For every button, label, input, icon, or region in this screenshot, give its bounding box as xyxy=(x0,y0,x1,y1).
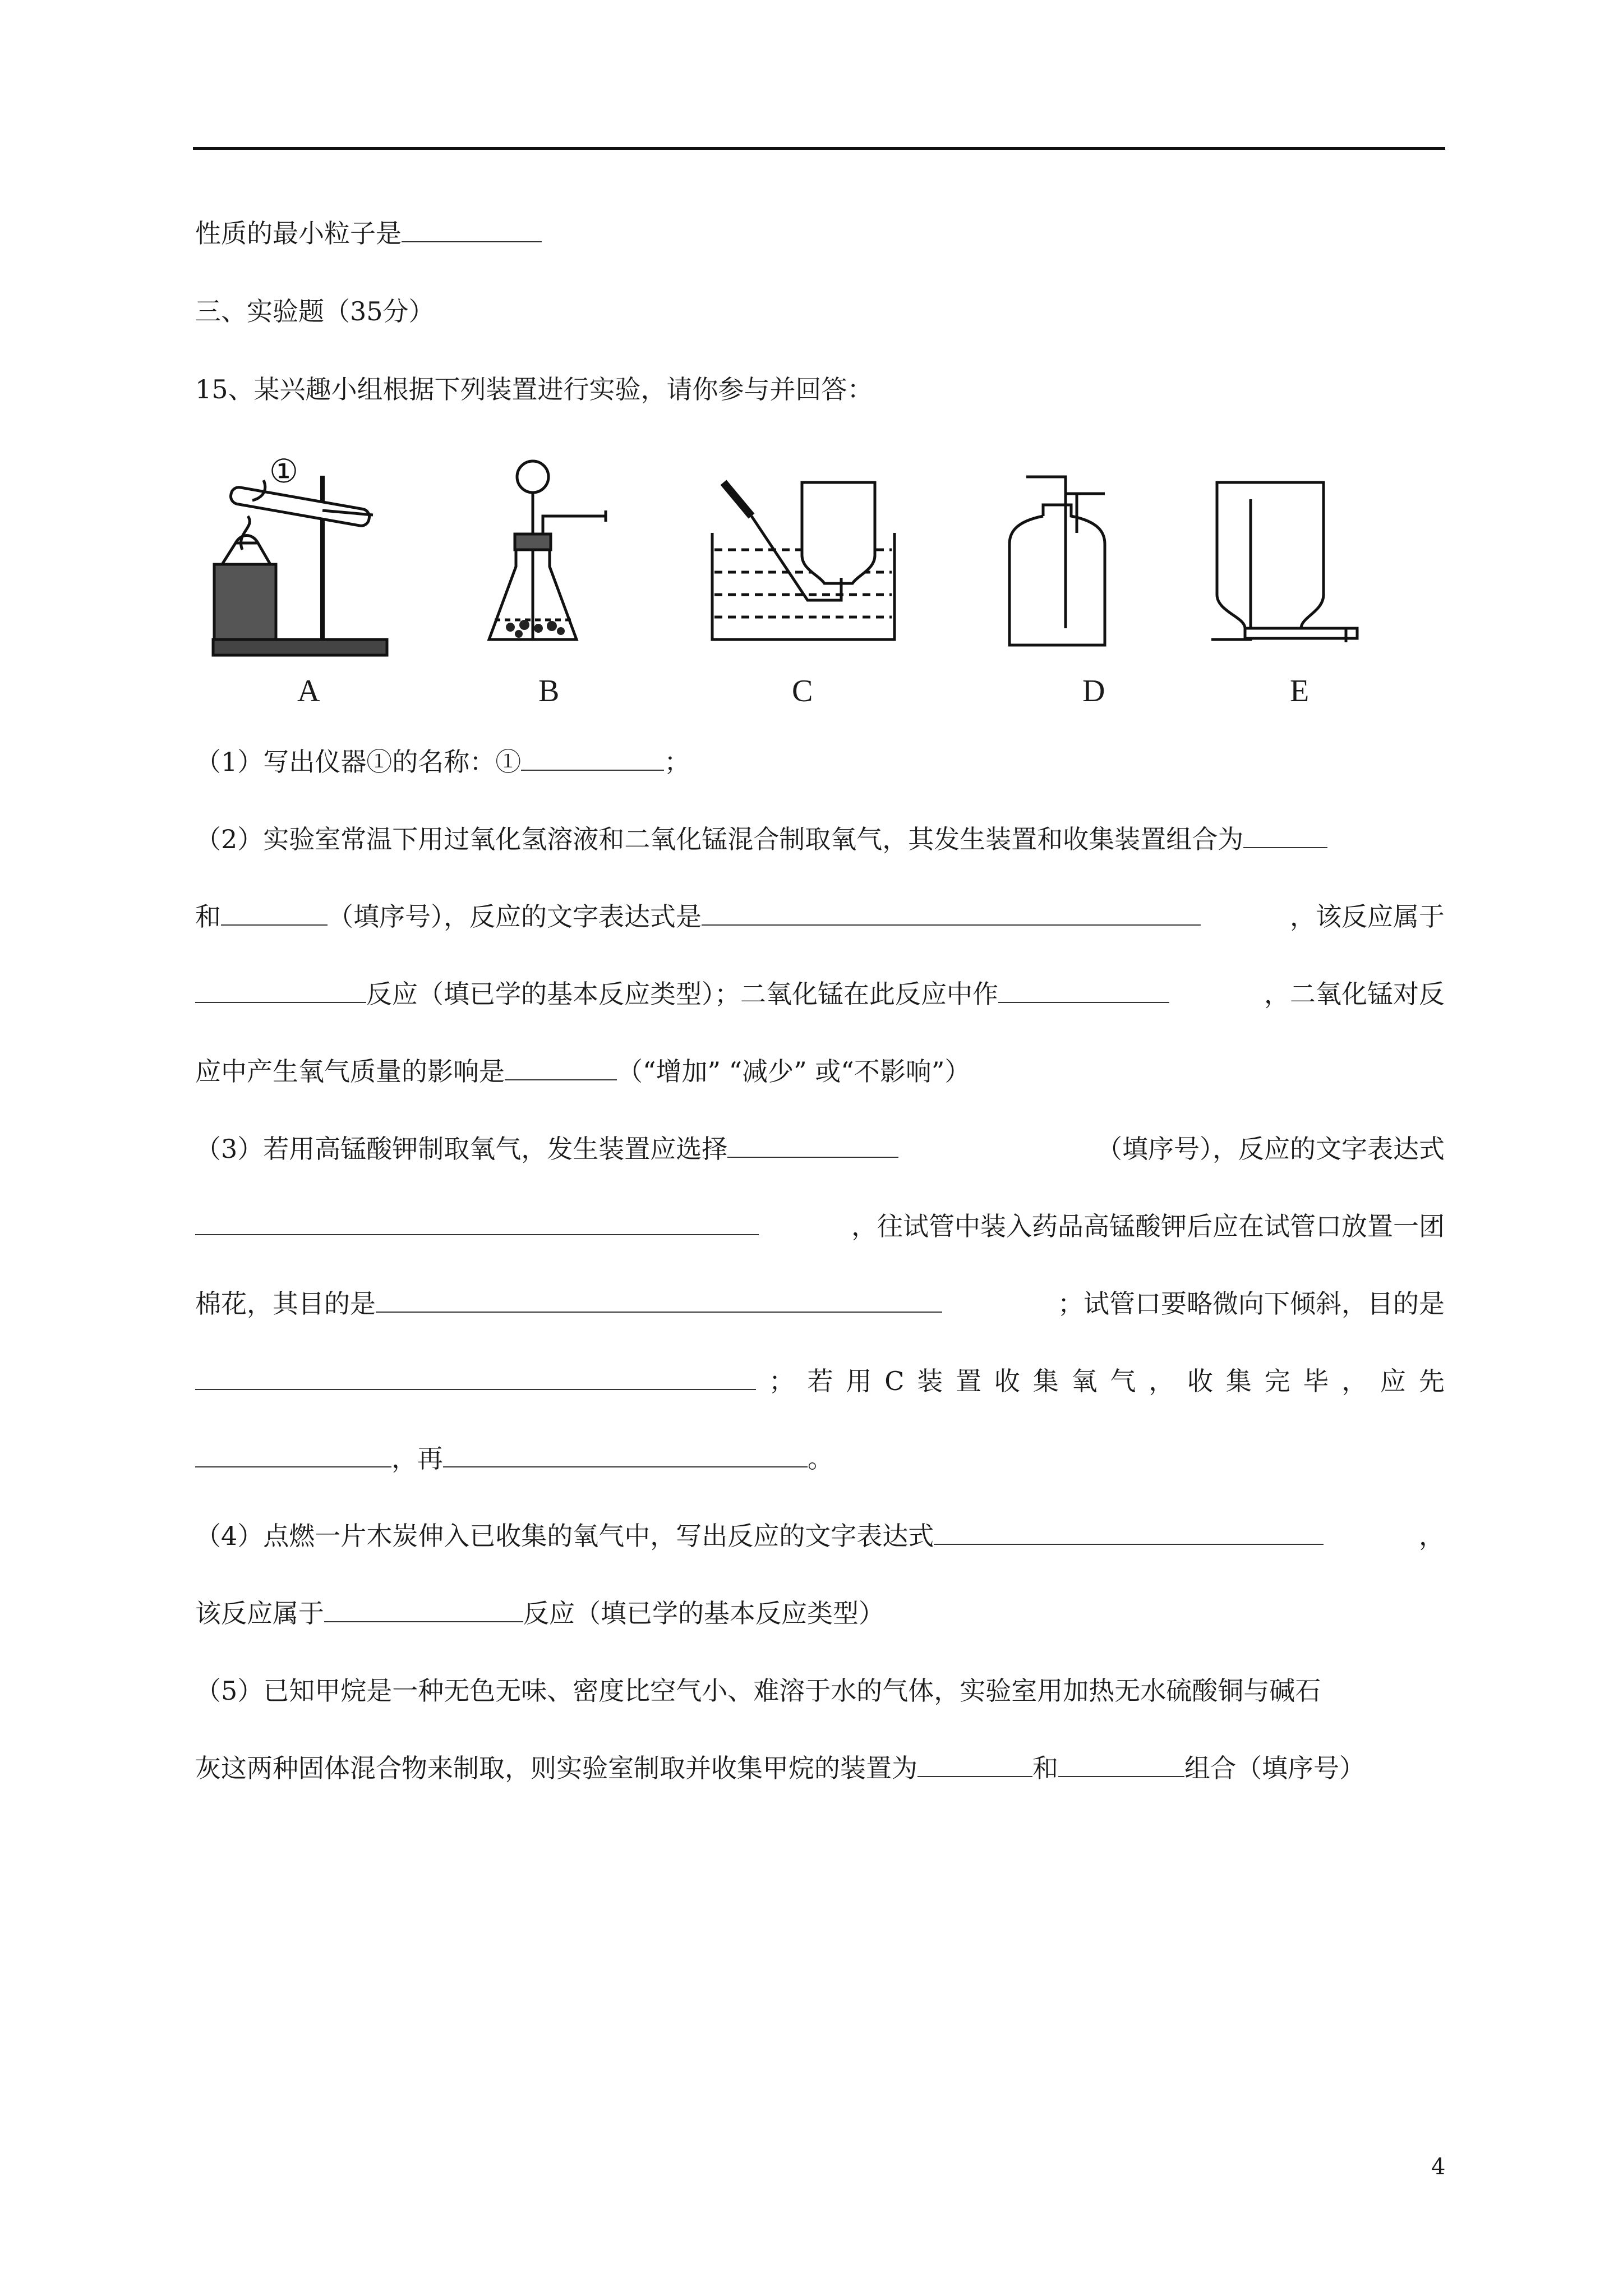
answer-blank[interactable] xyxy=(1058,1751,1184,1777)
q4-line-1: （4）点燃一片木炭伸入已收集的氧气中，写出反应的文字表达式 ， xyxy=(195,1519,1445,1553)
q2-line-3: 反应（填已学的基本反应类型）；二氧化锰在此反应中作 ，二氧化锰对反 xyxy=(195,977,1445,1011)
answer-blank[interactable] xyxy=(443,1442,808,1467)
apparatus-figure xyxy=(202,449,1413,718)
answer-blank[interactable] xyxy=(702,900,1201,926)
answer-blank[interactable] xyxy=(1243,822,1327,848)
answer-blank[interactable] xyxy=(521,745,664,771)
answer-blank[interactable] xyxy=(402,217,542,242)
answer-blank[interactable] xyxy=(221,900,328,926)
q3-line-2: ，往试管中装入药品高锰酸钾后应在试管口放置一团 xyxy=(195,1209,1445,1243)
q2-line-4: 应中产生氧气质量的影响是 （“增加” “减少” 或“不影响”） xyxy=(195,1055,970,1088)
answer-blank[interactable] xyxy=(195,1442,391,1467)
answer-blank[interactable] xyxy=(195,1364,756,1390)
answer-blank[interactable] xyxy=(505,1055,617,1080)
answer-blank[interactable] xyxy=(195,1209,759,1235)
apparatus-e xyxy=(1211,482,1357,642)
q3-line-3: 棉花，其目的是 ；试管口要略微向下倾斜，目的是 xyxy=(195,1287,1445,1320)
figure-label-b: B xyxy=(538,674,560,708)
answer-blank[interactable] xyxy=(934,1519,1324,1545)
intro-line: 性质的最小粒子是 xyxy=(195,217,542,250)
apparatus-b xyxy=(489,461,606,639)
q5-line-2: 灰这两种固体混合物来制取，则实验室制取并收集甲烷的装置为 和 组合（填序号） xyxy=(195,1751,1365,1785)
question-stem: 15、某兴趣小组根据下列装置进行实验，请你参与并回答： xyxy=(195,374,873,404)
answer-blank[interactable] xyxy=(195,977,366,1003)
page-number: 4 xyxy=(1431,2154,1446,2180)
q3-line-5: ，再 。 xyxy=(195,1442,833,1475)
q3-line-4: ； 若 用 C 装 置 收 集 氧 气 ， 收 集 完 毕 ， 应 先 xyxy=(195,1364,1445,1398)
answer-blank[interactable] xyxy=(727,1132,898,1158)
apparatus-c xyxy=(712,482,895,639)
figure-label-e: E xyxy=(1290,674,1310,708)
q4-line-2: 该反应属于 反应（填已学的基本反应类型） xyxy=(195,1596,884,1630)
q3-line-1: （3）若用高锰酸钾制取氧气，发生装置应选择 （填序号），反应的文字表达式 xyxy=(195,1132,1445,1166)
circle-one-label: ① xyxy=(269,453,298,490)
answer-blank[interactable] xyxy=(917,1751,1032,1777)
q1-line: （1）写出仪器①的名称：① ； xyxy=(195,745,690,779)
apparatus-d xyxy=(1009,477,1105,645)
answer-blank[interactable] xyxy=(376,1287,942,1313)
figure-label-d: D xyxy=(1082,674,1105,708)
figure-label-a: A xyxy=(297,674,320,708)
header-rule xyxy=(193,147,1445,150)
section-title: 三、实验题（35分） xyxy=(195,296,435,326)
answer-blank[interactable] xyxy=(324,1596,523,1622)
apparatus-a xyxy=(213,476,387,655)
figure-label-c: C xyxy=(792,674,813,708)
q2-line-1: （2）实验室常温下用过氧化氢溶液和二氧化锰混合制取氧气，其发生装置和收集装置组合为 xyxy=(195,822,1327,856)
q5-line-1: （5）已知甲烷是一种无色无味、密度比空气小、难溶于水的气体，实验室用加热无水硫酸铜与碱石 xyxy=(195,1676,1321,1706)
answer-blank[interactable] xyxy=(998,977,1169,1003)
q2-line-2: 和 （填序号），反应的文字表达式是 ，该反应属于 xyxy=(195,900,1445,933)
